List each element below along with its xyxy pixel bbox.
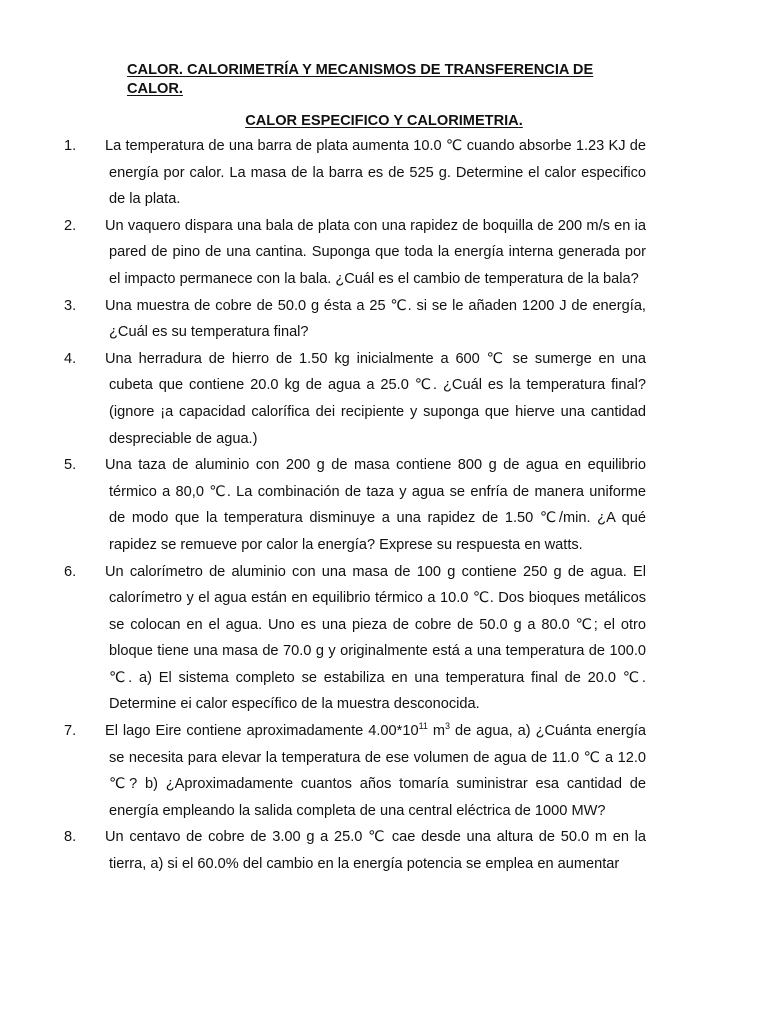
- problem-text: Un centavo de cobre de 3.00 g a 25.0 ℃ cae desde una altura de 50.0 m en la tierra, a) si el 60.0% del cambio en la energía potencia se emplea en aumentar: [105, 829, 646, 873]
- problem-number: 4.: [64, 350, 77, 367]
- problem-number: 6.: [64, 563, 77, 580]
- problem-text-part: m: [427, 723, 446, 740]
- problem-number: 2.: [64, 217, 77, 234]
- problem-1: [64, 133, 646, 213]
- problem-2: [64, 213, 646, 293]
- problem-number: 5.: [64, 457, 77, 474]
- exponent: 11: [418, 721, 428, 732]
- problem-number: 3.: [64, 297, 77, 314]
- problem-number: 8.: [64, 829, 77, 846]
- problem-text: Una muestra de cobre de 50.0 g ésta a 25 ℃. si se le añaden 1200 J de energía, ¿Cuál es su temperatura final?: [105, 297, 646, 341]
- problem-text: La temperatura de una barra de plata aumenta 10.0 ℃ cuando absorbe 1.23 KJ de energía por calor. La masa de la barra es de 525 g. Determine el calor especifico de la plata.: [105, 138, 646, 208]
- problem-text-part: El lago Eire contiene aproximadamente 4.00*10: [105, 723, 419, 740]
- problem-7: [64, 718, 646, 824]
- problem-text: Un vaquero dispara una bala de plata con una rapidez de boquilla de 200 m/s en ia pared de pino de una cantina. Suponga que toda la energía interna generada por el impacto permanece con la bala. ¿Cuál es el cambio de temperatura de la bala?: [105, 217, 646, 287]
- main-title: [127, 61, 647, 99]
- problem-number: 1.: [64, 138, 77, 154]
- problem-5: [64, 452, 646, 558]
- exponent: 3: [445, 721, 451, 732]
- problem-text: Una taza de aluminio con 200 g de masa contiene 800 g de agua en equilibrio térmico a 80,0 ℃. La combinación de taza y agua se enfría de manera uniforme de modo que la temperatura disminuye a una rapidez de 1.50 ℃/min. ¿A qué rapidez se remueve por calor la energía? Exprese su respuesta en watts.: [105, 457, 646, 553]
- main-title-text: CALOR. CALORIMETRÍA Y MECANISMOS DE TRANSFERENCIA DE CALOR: [127, 62, 594, 97]
- problem-number: 7.: [64, 723, 77, 740]
- problem-text: Un calorímetro de aluminio con una masa de 100 g contiene 250 g de agua. El calorímetro y el agua están en equilibrio térmico a 10.0 ℃. Dos bioques metálicos se colocan en el agua. Uno es una pieza de cobre de 50.0 g a 80.0 ℃; el otro bloque tiene una masa de 70.0 g y originalmente está a una temperatura de 100.0 ℃. a) El sistema completo se estabiliza en una temperatura final de 20.0 ℃. Determine ei calor específico de la muestra desconocida.: [105, 563, 646, 713]
- problem-6: [64, 559, 646, 719]
- section-title-period: .: [518, 113, 523, 129]
- main-title-period: .: [178, 81, 183, 97]
- problem-8: [64, 824, 646, 877]
- problem-3: [64, 293, 646, 346]
- problem-text: Una herradura de hierro de 1.50 kg inicialmente a 600 ℃ se sumerge en una cubeta que contiene 20.0 kg de agua a 25.0 ℃. ¿Cuál es la temperatura final? (ignore ¡a capacidad calorífica dei recipiente y suponga que hierve una cantidad despreciable de agua.): [105, 350, 646, 447]
- problem-list: [64, 133, 646, 878]
- problem-4: [64, 346, 646, 452]
- section-title: [0, 112, 768, 131]
- problem-text: [105, 718, 646, 824]
- problem-text-part: de agua, a) ¿Cuánta energía se necesita para elevar la temperatura de ese volumen de agua de 11.0 ℃ a 12.0 ℃? b) ¿Aproximadamente cuantos años tomaría suministrar esa cantidad de energía empleando la salida completa de una central eléctrica de 1000 MW?: [109, 723, 646, 819]
- section-title-text: CALOR ESPECIFICO Y CALORIMETRIA: [245, 113, 519, 129]
